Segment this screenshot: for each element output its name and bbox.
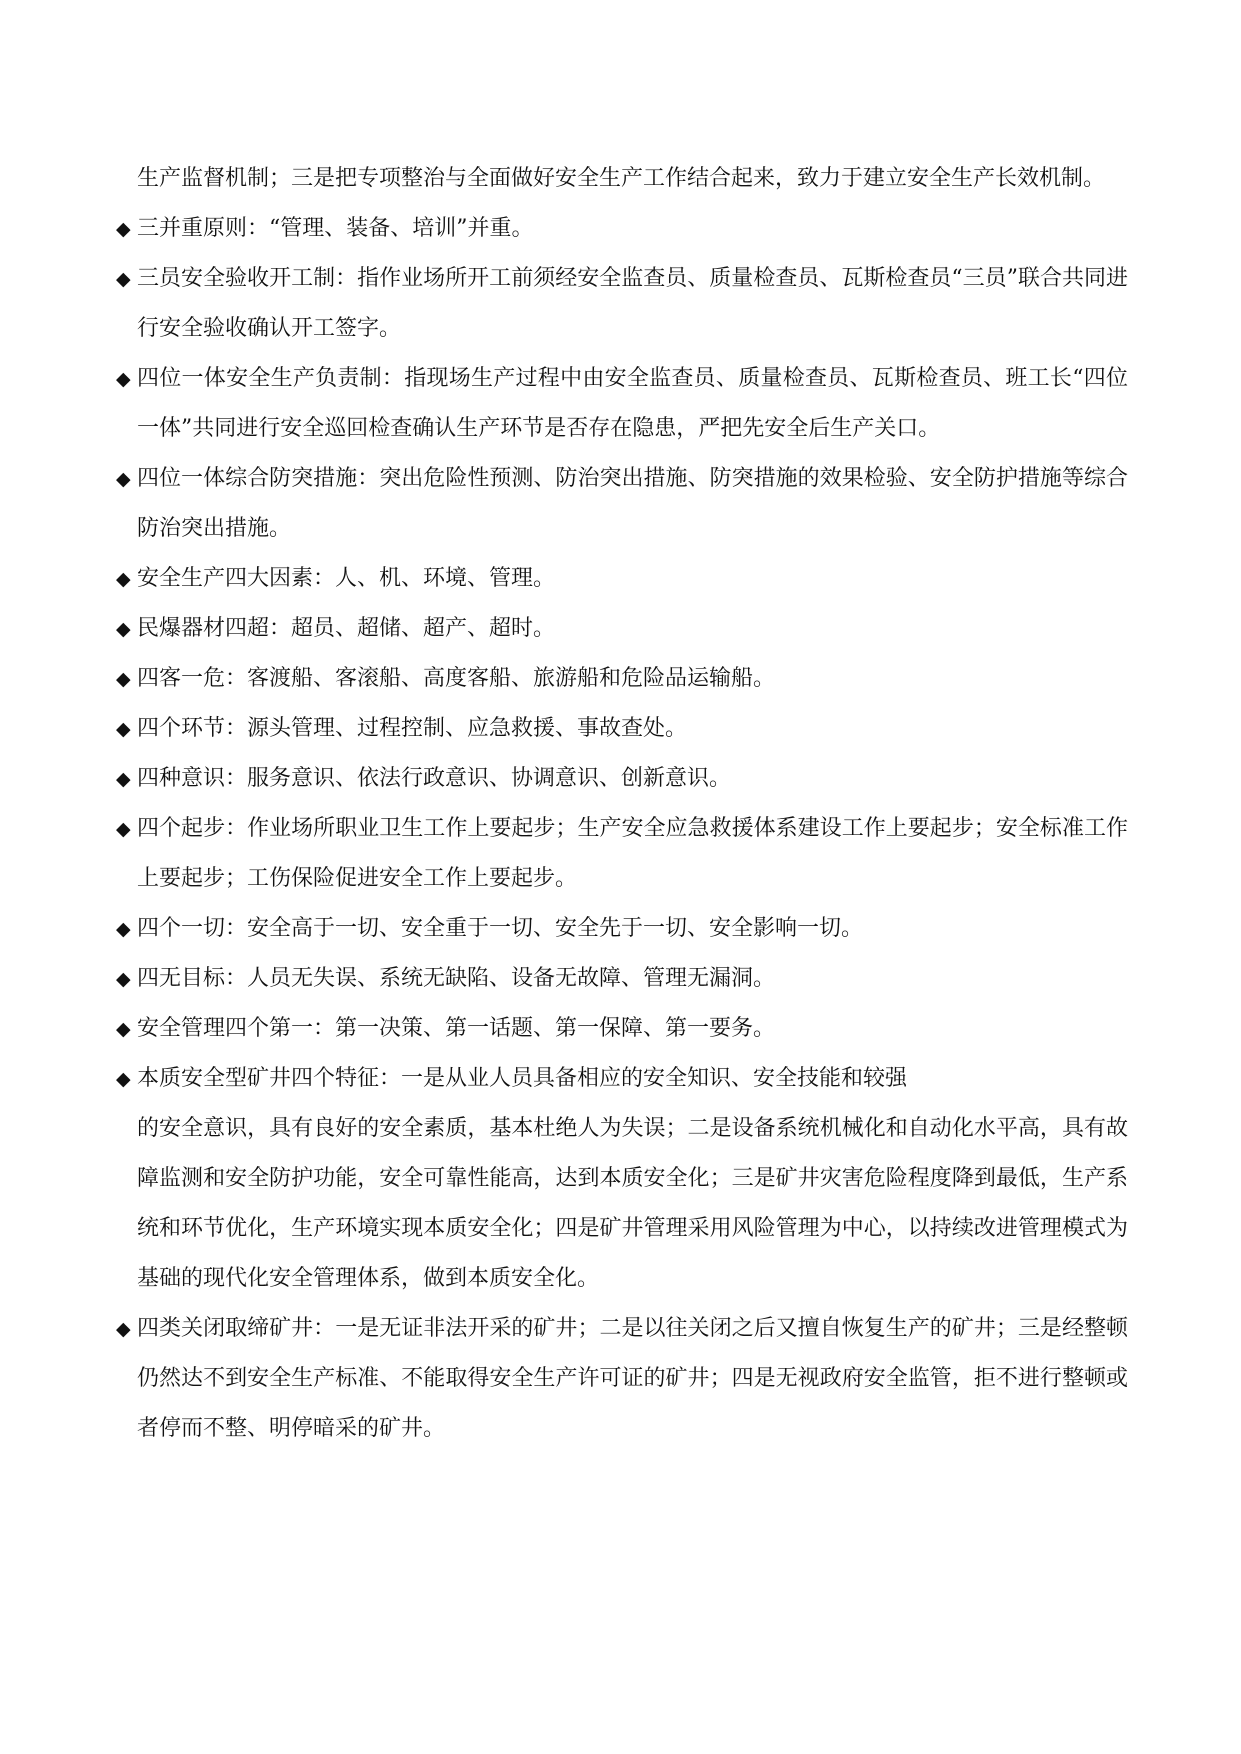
list-item-three-principles (116, 204, 1128, 254)
diamond-bullet-icon: ◆ (116, 718, 131, 740)
list-item-four-zero-goals (116, 954, 1128, 1004)
diamond-bullet-icon: ◆ (116, 618, 131, 640)
list-item-text: 三并重原则：“管理、装备、培训”并重。 (137, 216, 534, 241)
diamond-bullet-icon: ◆ (116, 768, 131, 790)
diamond-bullet-icon: ◆ (116, 1318, 131, 1340)
diamond-bullet-icon: ◆ (116, 218, 131, 240)
list-item-text: 三员安全验收开工制：指作业场所开工前须经安全监查员、质量检查员、瓦斯检查员“三员”联合共同进行安全验收确认开工签字。 (137, 266, 1128, 341)
list-item-text: 四无目标：人员无失误、系统无缺陷、设备无故障、管理无漏洞。 (137, 966, 776, 991)
list-item-text: 民爆器材四超：超员、超储、超产、超时。 (137, 616, 556, 641)
list-item-four-links (116, 704, 1128, 754)
list-item-four-closure-types (116, 1304, 1128, 1454)
list-item-text: 的安全意识，具有良好的安全素质，基本杜绝人为失误；二是设备系统机械化和自动化水平高，具有故障监测和安全防护功能，安全可靠性能高，达到本质安全化；三是矿井灾害危险程度降到最低，生产系统和环节优化，生产环境实现本质安全化；四是矿井管理采用风险管理为中心，以持续改进管理模式为基础的现代化安全管理体系，做到本质安全化。 (137, 1116, 1128, 1291)
list-item-four-factors (116, 554, 1128, 604)
list-item-explosives (116, 604, 1128, 654)
list-item-text: 安全生产四大因素：人、机、环境、管理。 (137, 566, 556, 591)
diamond-bullet-icon: ◆ (116, 918, 131, 940)
list-item-four-awareness (116, 754, 1128, 804)
list-item-text: 安全管理四个第一：第一决策、第一话题、第一保障、第一要务。 (137, 1016, 776, 1041)
list-item-text: 四个起步：作业场所职业卫生工作上要起步；生产安全应急救援体系建设工作上要起步；安全标准工作上要起步；工伤保险促进安全工作上要起步。 (137, 816, 1128, 891)
list-item-four-in-one-outburst (116, 454, 1128, 554)
diamond-bullet-icon: ◆ (116, 368, 131, 390)
list-item-text: 四种意识：服务意识、依法行政意识、协调意识、创新意识。 (137, 766, 732, 791)
list-item-text: 四位一体安全生产负责制：指现场生产过程中由安全监查员、质量检查员、瓦斯检查员、班工长“四位一体”共同进行安全巡回检查确认生产环节是否存在隐患，严把先安全后生产关口。 (137, 366, 1128, 441)
list-item-four-firsts (116, 1004, 1128, 1054)
diamond-bullet-icon: ◆ (116, 268, 131, 290)
list-item-text: 四个环节：源头管理、过程控制、应急救援、事故查处。 (137, 716, 688, 741)
list-item-text: 四客一危：客渡船、客滚船、高度客船、旅游船和危险品运输船。 (137, 666, 776, 691)
list-item-four-everything (116, 904, 1128, 954)
list-item-text: 四类关闭取缔矿井：一是无证非法开采的矿井；二是以往关闭之后又擅自恢复生产的矿井；三是经整顿仍然达不到安全生产标准、不能取得安全生产许可证的矿井；四是无视政府安全监管，拒不进行整顿或者停而不整、明停暗采的矿井。 (137, 1316, 1128, 1441)
document-body (116, 154, 1128, 1454)
diamond-bullet-icon: ◆ (116, 668, 131, 690)
list-item-four-starts (116, 804, 1128, 904)
list-item-four-in-one-responsibility (116, 354, 1128, 454)
list-item-text-first-line: 本质安全型矿井四个特征：一是从业人员具备相应的安全知识、安全技能和较强 (137, 1066, 908, 1091)
diamond-bullet-icon: ◆ (116, 818, 131, 840)
list-item-text: 四位一体综合防突措施：突出危险性预测、防治突出措施、防突措施的效果检验、安全防护措施等综合防治突出措施。 (137, 466, 1128, 541)
list-item-three-inspectors (116, 254, 1128, 354)
diamond-bullet-icon: ◆ (116, 1018, 131, 1040)
intro-paragraph: 生产监督机制；三是把专项整治与全面做好安全生产工作结合起来，致力于建立安全生产长效机制。 (137, 166, 1106, 191)
diamond-bullet-icon: ◆ (116, 568, 131, 590)
list-item-text: 四个一切：安全高于一切、安全重于一切、安全先于一切、安全影响一切。 (137, 916, 864, 941)
list-item-four-passenger (116, 654, 1128, 704)
list-item-intrinsic-safety-mine (116, 1054, 1128, 1304)
diamond-bullet-icon: ◆ (116, 1068, 131, 1090)
diamond-bullet-icon: ◆ (116, 968, 131, 990)
diamond-bullet-icon: ◆ (116, 468, 131, 490)
